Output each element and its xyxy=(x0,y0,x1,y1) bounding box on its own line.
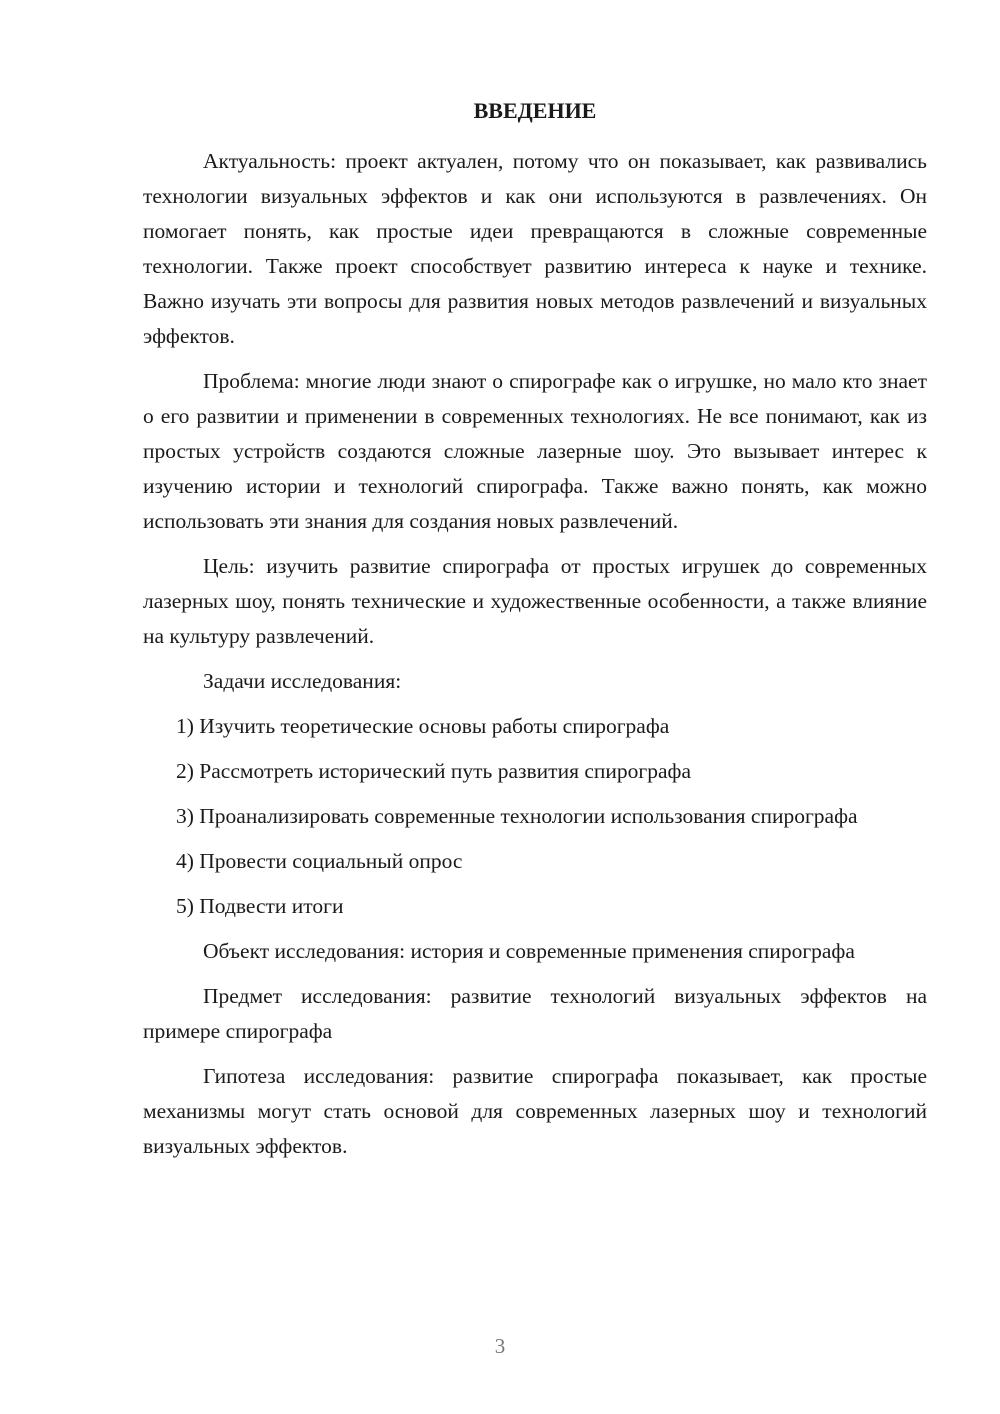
tasks-title: Задачи исследования: xyxy=(203,669,402,693)
hypothesis-paragraph: Гипотеза исследования: развитие спирографа показывает, как простые механизмы могут стать основой для современных лазерных шоу и технологий визуальных эффектов. xyxy=(143,1064,927,1158)
page-number: 3 xyxy=(494,1334,506,1358)
task-item-1: 1) Изучить теоретические основы работы спирографа xyxy=(176,714,670,738)
task-item-5: 5) Подвести итоги xyxy=(176,894,344,918)
task-item-4: 4) Провести социальный опрос xyxy=(176,849,463,873)
page-body xyxy=(143,96,927,1174)
object-paragraph: Объект исследования: история и современные применения спирографа xyxy=(203,939,855,963)
section-heading: ВВЕДЕНИЕ xyxy=(473,98,597,123)
task-item-3: 3) Проанализировать современные технологии использования спирографа xyxy=(176,804,858,828)
relevance-paragraph: Актуальность: проект актуален, потому что он показывает, как развивались технологии визуальных эффектов и как они используются в развлечениях. Он помогает понять, как простые идеи превращаются в сложные современные технологии. Также проект способствует развитию интереса к науке и технике. Важно изучать эти вопросы для развития новых методов развлечений и визуальных эффектов. xyxy=(143,149,927,348)
task-item-2: 2) Рассмотреть исторический путь развития спирографа xyxy=(176,759,691,783)
problem-paragraph: Проблема: многие люди знают о спирографе как о игрушке, но мало кто знает о его развитии и применении в современных технологиях. Не все понимают, как из простых устройств создаются сложные лазерные шоу. Это вызывает интерес к изучению истории и технологий спирографа. Также важно понять, как можно использовать эти знания для создания новых развлечений. xyxy=(143,369,927,533)
goal-paragraph: Цель: изучить развитие спирографа от простых игрушек до современных лазерных шоу, понять технические и художественные особенности, а также влияние на культуру развлечений. xyxy=(143,554,927,648)
subject-paragraph: Предмет исследования: развитие технологий визуальных эффектов на примере спирографа xyxy=(143,984,927,1043)
